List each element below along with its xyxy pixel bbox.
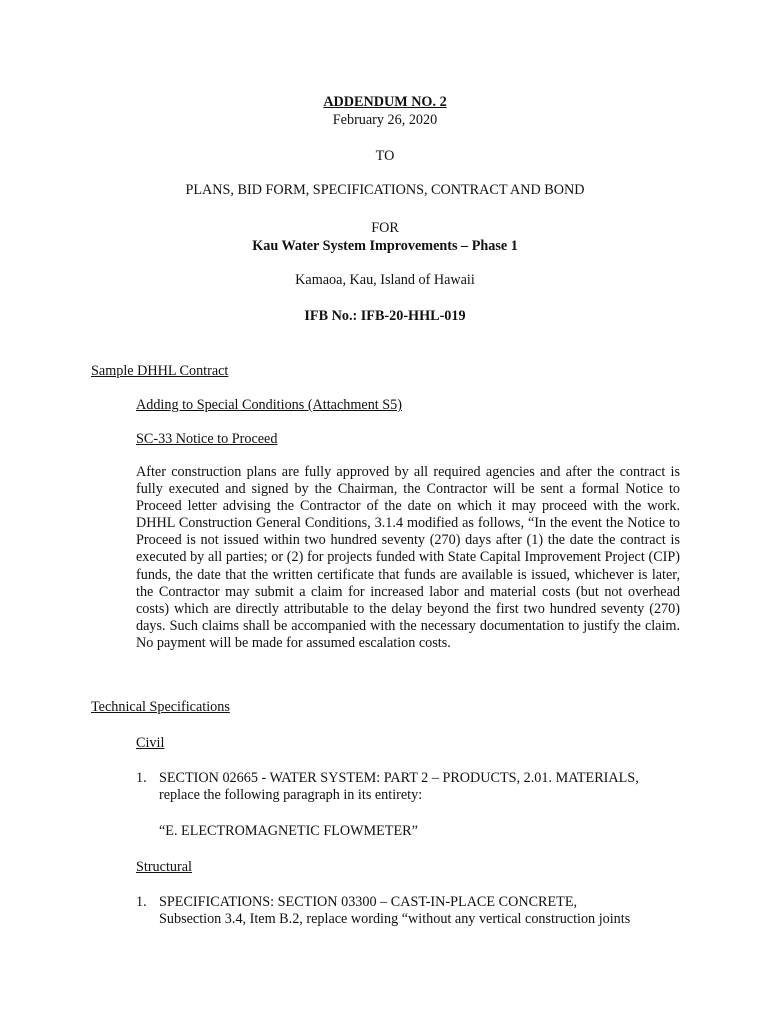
structural-heading: Structural bbox=[136, 859, 192, 875]
for-line: FOR bbox=[371, 220, 399, 236]
project-location: Kamaoa, Kau, Island of Hawaii bbox=[295, 272, 475, 288]
civil-item-line-2: replace the following paragraph in its entirety: bbox=[159, 787, 423, 803]
structural-item-number: 1. bbox=[136, 894, 147, 910]
civil-item-number: 1. bbox=[136, 770, 147, 786]
contract-heading: Sample DHHL Contract bbox=[91, 363, 229, 379]
notice-to-proceed-paragraph: After construction plans are fully approved by all required agencies and after the contract is fully executed and signed by the Chairman, the Contractor will be sent a formal Notice to Proceed letter advising the Contractor of the date on which it may proceed with the work. DHHL Construction General Conditions, 3.1.4 modified as follows, “In the event the Notice to Proceed is not issued within two hundred seventy (270) days after (1) the date the contract is executed by all parties; or (2) for projects funded with State Capital Improvement Project (CIP) funds, the date that the written certificate that funds are available is issued, whichever is later, the Contractor may submit a claim for increased labor and material costs (but not overhead costs) which are directly attributable to the delay beyond the first two hundred seventy (270) days. Such claims shall be accompanied with the necessary documentation to justify the claim. No payment will be made for assumed escalation costs. bbox=[136, 464, 680, 651]
notice-to-proceed-heading: SC-33 Notice to Proceed bbox=[136, 431, 278, 447]
civil-heading: Civil bbox=[136, 735, 165, 751]
civil-item-quote: “E. ELECTROMAGNETIC FLOWMETER” bbox=[159, 823, 418, 839]
addendum-date: February 26, 2020 bbox=[332, 112, 438, 128]
structural-item-line-2: Subsection 3.4, Item B.2, replace wording “without any vertical construction joints bbox=[159, 911, 631, 927]
project-title: Kau Water System Improvements – Phase 1 bbox=[252, 238, 518, 254]
technical-specifications-heading: Technical Specifications bbox=[91, 699, 230, 715]
special-conditions-heading: Adding to Special Conditions (Attachment S5) bbox=[136, 397, 402, 413]
ifb-number: IFB No.: IFB-20-HHL-019 bbox=[304, 308, 466, 324]
addendum-title: ADDENDUM NO. 2 bbox=[323, 94, 447, 110]
structural-item-line-1: SPECIFICATIONS: SECTION 03300 – CAST-IN-PLACE CONCRETE, bbox=[159, 894, 578, 910]
civil-item-line-1: SECTION 02665 - WATER SYSTEM: PART 2 – PRODUCTS, 2.01. MATERIALS, bbox=[159, 770, 639, 786]
to-line: TO bbox=[375, 148, 395, 164]
subject-line: PLANS, BID FORM, SPECIFICATIONS, CONTRACT AND BOND bbox=[185, 182, 585, 198]
